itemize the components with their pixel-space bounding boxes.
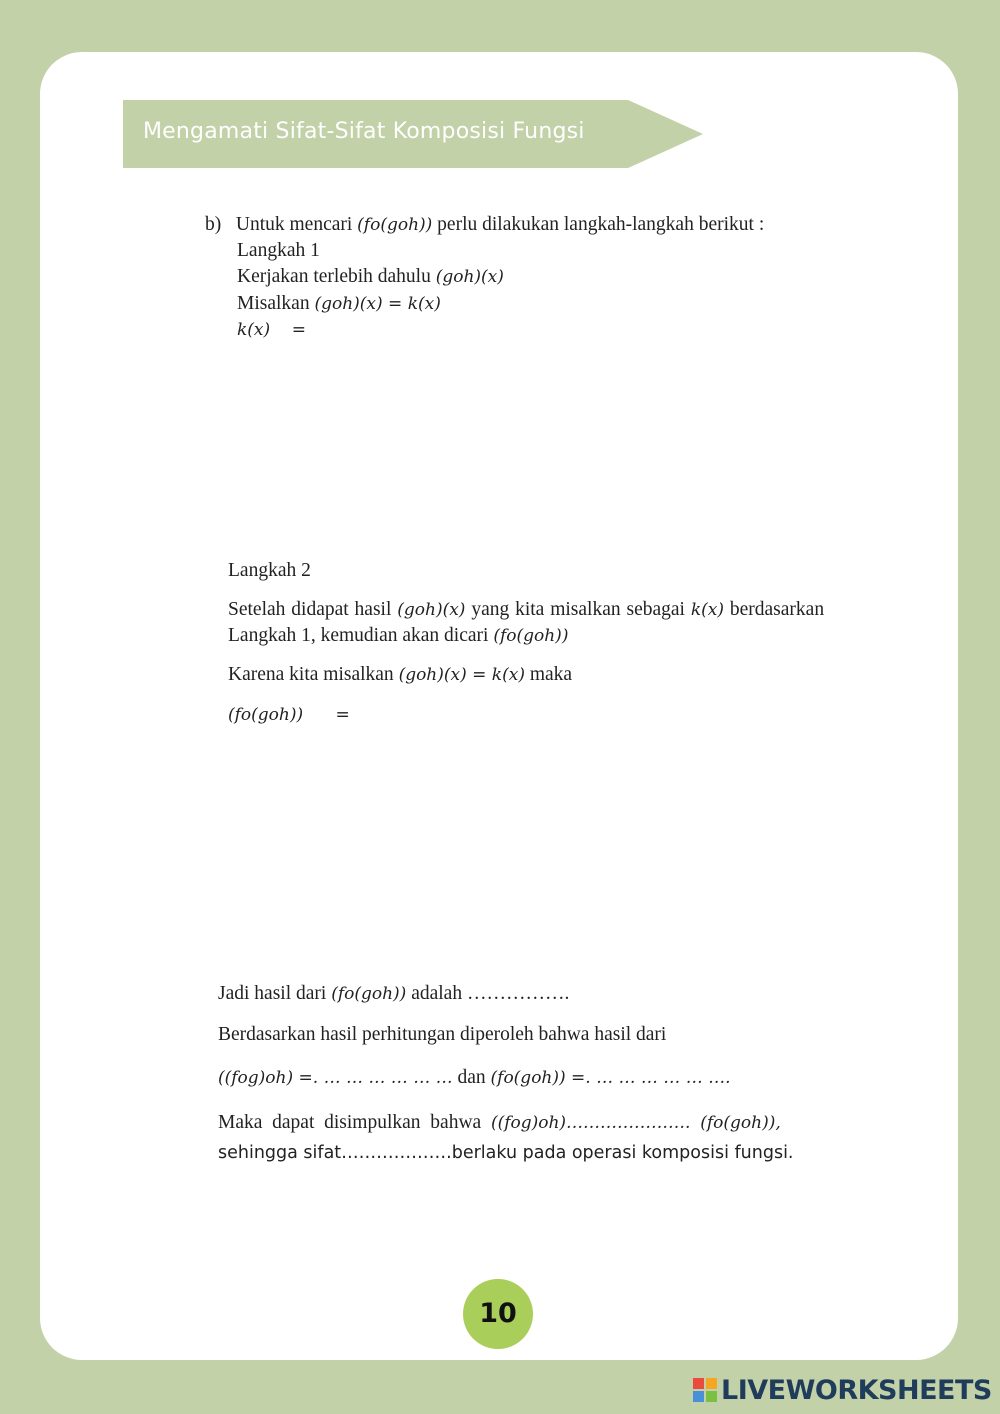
banner-title: Mengamati Sifat-Sifat Komposisi Fungsi (143, 119, 585, 144)
conclusion-line2: Berdasarkan hasil perhitungan diperoleh bahwa hasil dari (218, 1024, 667, 1045)
step2-line1: Setelah didapat hasil (goh)(x) yang kita misalkan sebagai k(x) berdasarkan (228, 599, 825, 620)
liveworksheets-icon (693, 1378, 717, 1402)
step2-line3: Karena kita misalkan (goh)(x) = k(x) maka (228, 664, 573, 685)
step1-line3: k(x) = (237, 320, 307, 340)
conclusion-line1: Jadi hasil dari (fo(goh)) adalah ……………. (218, 983, 570, 1004)
step2-title: Langkah 2 (228, 560, 311, 581)
step1-line1: Kerjakan terlebih dahulu (goh)(x) (237, 266, 504, 287)
liveworksheets-logo (693, 1374, 992, 1406)
step2-line4: (fo(goh)) = (228, 705, 350, 725)
brand-name: LIVEWORKSHEETS (721, 1374, 992, 1406)
conclusion-line4: Maka dapat disimpulkan bahwa ((fog)oh)…………………. (fo(goh)), (218, 1112, 781, 1133)
step2-line2: Langkah 1, kemudian akan dicari (fo(goh)) (228, 625, 569, 646)
page-number: 10 (463, 1279, 533, 1349)
part-b-intro: b) Untuk mencari (fo(goh)) perlu dilakukan langkah-langkah berikut : (205, 214, 765, 235)
section-banner (123, 100, 703, 168)
conclusion-line3: ((fog)oh) =. … … … … … … dan (fo(goh)) =. … … … … … …. (218, 1067, 731, 1088)
conclusion-line5: sehingga sifat……………….berlaku pada operasi komposisi fungsi. (218, 1143, 794, 1163)
step1-line2: Misalkan (goh)(x) = k(x) (237, 293, 441, 314)
step1-title: Langkah 1 (237, 240, 320, 261)
